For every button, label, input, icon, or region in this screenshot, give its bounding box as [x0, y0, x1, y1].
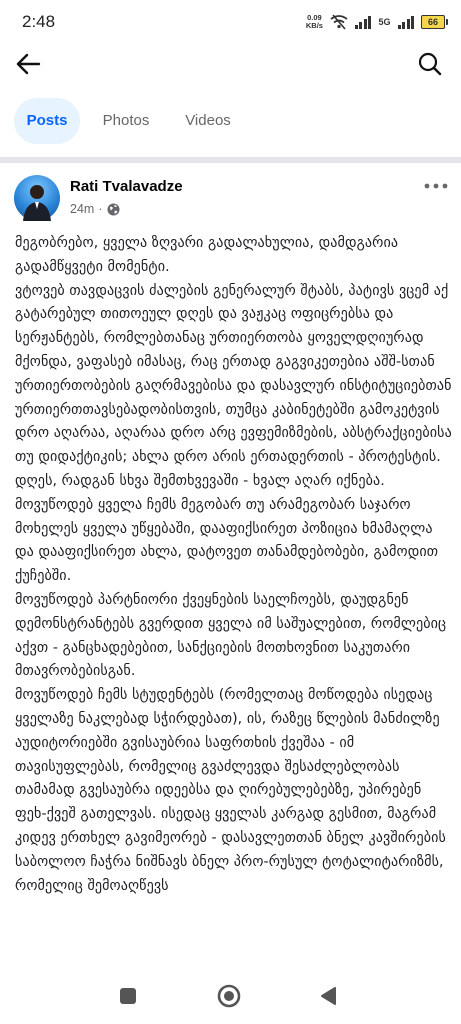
home-button[interactable]: [213, 980, 245, 1012]
recents-button[interactable]: [112, 980, 144, 1012]
status-bar: [0, 0, 461, 44]
status-icons: [306, 14, 445, 30]
meta-separator: ·: [98, 202, 103, 216]
back-nav-button[interactable]: [312, 980, 344, 1012]
network-speed-value: 0.09: [307, 13, 322, 22]
network-type: 5G: [378, 17, 391, 27]
avatar[interactable]: [14, 175, 60, 221]
system-nav-bar: [0, 968, 461, 1024]
tab-photos[interactable]: Photos: [102, 112, 150, 129]
recents-square-icon: [119, 987, 137, 1005]
back-button[interactable]: [12, 48, 44, 80]
signal-icon: [355, 15, 372, 29]
avatar-person-icon: [14, 175, 60, 221]
search-button[interactable]: [414, 48, 446, 80]
tab-videos[interactable]: Videos: [185, 112, 231, 129]
signal-icon-2: [398, 15, 415, 29]
home-circle-icon: [217, 984, 241, 1008]
tab-posts[interactable]: Posts: [14, 98, 80, 144]
network-speed: [306, 14, 323, 30]
post-text: [15, 232, 455, 968]
post-meta: [70, 202, 120, 216]
arrow-left-icon: [15, 53, 41, 75]
post-paragraph: მოვუწოდებ ყველა ჩემს მეგობარ თუ არამეგობარ საჯარო მოხელეს ყველა უწყებაში, დააფიქსირეთ პოზიცია ხმამაღლა და დააფიქსირეთ ახლა, დატოვეთ თანამდებობები, გამოდით ქუჩებში.: [15, 496, 443, 585]
post-header: [0, 163, 461, 233]
profile-tabs: [0, 98, 461, 148]
battery-icon: [421, 15, 445, 29]
status-time: 2:48: [22, 12, 56, 31]
post-time[interactable]: 24m: [70, 202, 95, 216]
post-options-button[interactable]: [421, 177, 451, 195]
post-paragraph: მეგობრებო, ყველა ზღვარი გადალახულია, დამდგარია გადამწყვეტი მომენტი.: [15, 235, 403, 275]
wifi-off-icon: [330, 14, 348, 30]
post-paragraph: მოვუწოდებ პარტნიორი ქვეყნების საელჩოებს, დაუდგნენ დემონსტრანტებს გვერდით ყველა იმ საშუალებით, რომლებიც აქვთ - განცხადებებით, სანქციების მოთხოვნით საკუთარი მთავრობებისგან.: [15, 591, 451, 680]
post-author-name[interactable]: Rati Tvalavadze: [70, 178, 183, 195]
back-triangle-icon: [319, 986, 337, 1006]
app-bar: [0, 44, 461, 84]
more-horizontal-icon: [424, 183, 448, 189]
post-paragraph: მოვუწოდებ ჩემს სტუდენტებს (რომელთაც მოწოდება ისედაც ყველაზე ნაკლებად სჭირდებათ), ის, რაზეც წლების მანძილზე აუდიტორიებში გვისაუბრია საფრთხის ქვეშაა - იმ თავისუფლებას, რომელიც გვაძლევდა შესაძლებლობას თამამად გვესაუბრა იდეებსა და ღირებულებებზე, უპირებენ ფეხ-ქვეშ გათელვას. ისედაც ყველას კარგად გესმით, მაგრამ კიდევ ერთხელ გავიმეორებ - დასავლეთთან ბნელ კავშირების საბოლოო ჩაჭრა ნიშნავს ბნელ პრო-რუსულ ტოტალიტარიზმს, რომელიც შემოაღწევს: [15, 687, 451, 894]
post-paragraph: ვტოვებ თავდაცვის ძალების გენერალურ შტაბს, პატივს ვცემ აქ გატარებულ თითოეულ დღეს და ვაჟკაც ოფიცრებსა და სერჟანტებს, რომლებთანაც ურთიერთობა ყოველდღიურად მქონდა, ვაფასებ იმასაც, რაც ერთად გაგვიკეთებია აშშ-სთან ურთიერთობების გაღრმავებისა და დასავლურ ინსტიტუციებთან ურთიერთთავსებადობისთვის, თუმცა კაბინეტებში გამოკეტვის დრო აღარაა, აღარაა დრო არც ევფემიზმების, აბსტრაქციებისა თუ დიდაქტიკის; ახლა დრო არის ერთადერთის - პროტესტის. დღეს, რადგან სხვა შემთხვევაში - ხვალ აღარ იქნება.: [15, 282, 457, 489]
search-icon: [418, 52, 442, 76]
globe-icon: [107, 203, 120, 216]
network-speed-unit: KB/s: [305, 21, 323, 30]
battery-level: 66: [427, 17, 438, 27]
